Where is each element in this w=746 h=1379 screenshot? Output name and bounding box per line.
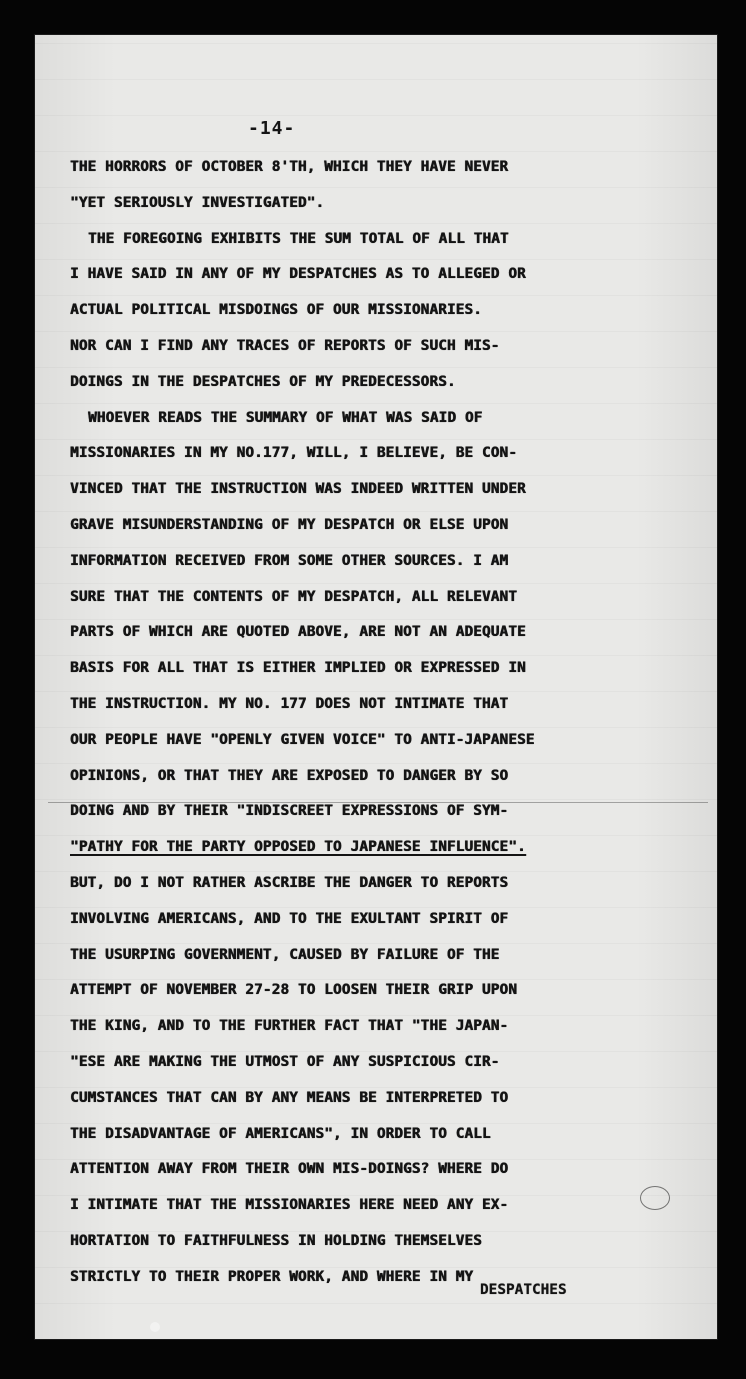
text-line-content: MISSIONARIES IN MY NO.177, WILL, I BELIEVE, BE CON- [70,445,517,462]
text-line-content: VINCED THAT THE INSTRUCTION WAS INDEED WRITTEN UNDER [70,481,526,498]
text-line-content: THE FOREGOING EXHIBITS THE SUM TOTAL OF ALL THAT [88,230,509,247]
text-line [70,759,650,795]
text-line-content: THE HORRORS OF OCTOBER 8'TH, WHICH THEY HAVE NEVER [70,159,509,175]
text-line-content: GRAVE MISUNDERSTANDING OF MY DESPATCH OR ELSE UPON [70,516,509,533]
text-line [70,1009,650,1045]
scratch-mark [150,1322,160,1332]
text-line-content: ATTEMPT OF NOVEMBER 27-28 TO LOOSEN THEIR GRIP UPON [70,982,517,999]
text-line-content: DOINGS IN THE DESPATCHES OF MY PREDECESSORS. [70,373,456,390]
text-line-content: ATTENTION AWAY FROM THEIR OWN MIS-DOINGS? WHERE DO [70,1161,509,1178]
text-line [70,1152,650,1188]
text-line-content: CUMSTANCES THAT CAN BY ANY MEANS BE INTERPRETED TO [70,1089,509,1106]
text-line-content: "ESE ARE MAKING THE UTMOST OF ANY SUSPICIOUS CIR- [70,1053,500,1070]
text-line [70,1081,650,1117]
text-line-content: OPINIONS, OR THAT THEY ARE EXPOSED TO DANGER BY SO [70,767,509,784]
text-line [70,293,650,329]
text-line [70,544,650,580]
text-line-content: "PATHY FOR THE PARTY OPPOSED TO JAPANESE INFLUENCE". [70,839,526,856]
text-line [70,1224,650,1260]
page-number: -14- [248,118,296,139]
text-line [70,938,650,974]
text-line-content: BASIS FOR ALL THAT IS EITHER IMPLIED OR EXPRESSED IN [70,660,526,677]
text-line-content: PARTS OF WHICH ARE QUOTED ABOVE, ARE NOT AN ADEQUATE [70,624,526,641]
text-line [70,436,650,472]
text-line-content: OUR PEOPLE HAVE "OPENLY GIVEN VOICE" TO ANTI-JAPANESE [70,731,535,748]
text-line [70,401,650,437]
text-line [70,1188,650,1224]
text-line-content: ACTUAL POLITICAL MISDOINGS OF OUR MISSIONARIES. [70,302,482,319]
text-line-content: HORTATION TO FAITHFULNESS IN HOLDING THEMSELVES [70,1232,482,1249]
text-line-content: I HAVE SAID IN ANY OF MY DESPATCHES AS TO ALLEGED OR [70,266,526,283]
text-line [70,508,650,544]
text-line-content: WHOEVER READS THE SUMMARY OF WHAT WAS SAID OF [88,409,483,426]
text-line [70,723,650,759]
text-line [70,186,650,222]
text-line [70,1117,650,1153]
text-line-content: NOR CAN I FIND ANY TRACES OF REPORTS OF SUCH MIS- [70,337,500,354]
text-line [70,150,650,186]
text-line-content: I INTIMATE THAT THE MISSIONARIES HERE NEED ANY EX- [70,1197,509,1214]
text-line-content: STRICTLY TO THEIR PROPER WORK, AND WHERE IN MY [70,1268,474,1285]
text-line [70,830,650,866]
text-line [70,222,650,258]
text-line [70,794,650,830]
text-line-content: THE DISADVANTAGE OF AMERICANS", IN ORDER TO CALL [70,1125,491,1142]
text-line [70,651,650,687]
text-line-content: SURE THAT THE CONTENTS OF MY DESPATCH, ALL RELEVANT [70,588,517,605]
document-body [70,150,650,1296]
text-line-content: INFORMATION RECEIVED FROM SOME OTHER SOURCES. I AM [70,552,509,569]
text-line [70,973,650,1009]
catchword: DESPATCHES [480,1282,567,1298]
text-line [70,902,650,938]
text-line-content: THE KING, AND TO THE FURTHER FACT THAT "THE JAPAN- [70,1018,509,1035]
text-line [70,472,650,508]
text-line-content: DOING AND BY THEIR "INDISCREET EXPRESSIONS OF SYM- [70,803,509,820]
text-line-content: THE INSTRUCTION. MY NO. 177 DOES NOT INTIMATE THAT [70,695,509,712]
text-line [70,687,650,723]
ink-circle-mark [640,1186,670,1210]
text-line-content: "YET SERIOUSLY INVESTIGATED". [70,194,325,211]
text-line-content: THE USURPING GOVERNMENT, CAUSED BY FAILURE OF THE [70,946,500,963]
text-line [70,1045,650,1081]
text-line [70,257,650,293]
text-line-content: INVOLVING AMERICANS, AND TO THE EXULTANT SPIRIT OF [70,910,509,927]
text-line [70,365,650,401]
text-line [70,580,650,616]
text-line [70,866,650,902]
scratch-mark [48,802,708,803]
text-line-content: BUT, DO I NOT RATHER ASCRIBE THE DANGER TO REPORTS [70,874,509,891]
text-line [70,329,650,365]
text-line [70,615,650,651]
